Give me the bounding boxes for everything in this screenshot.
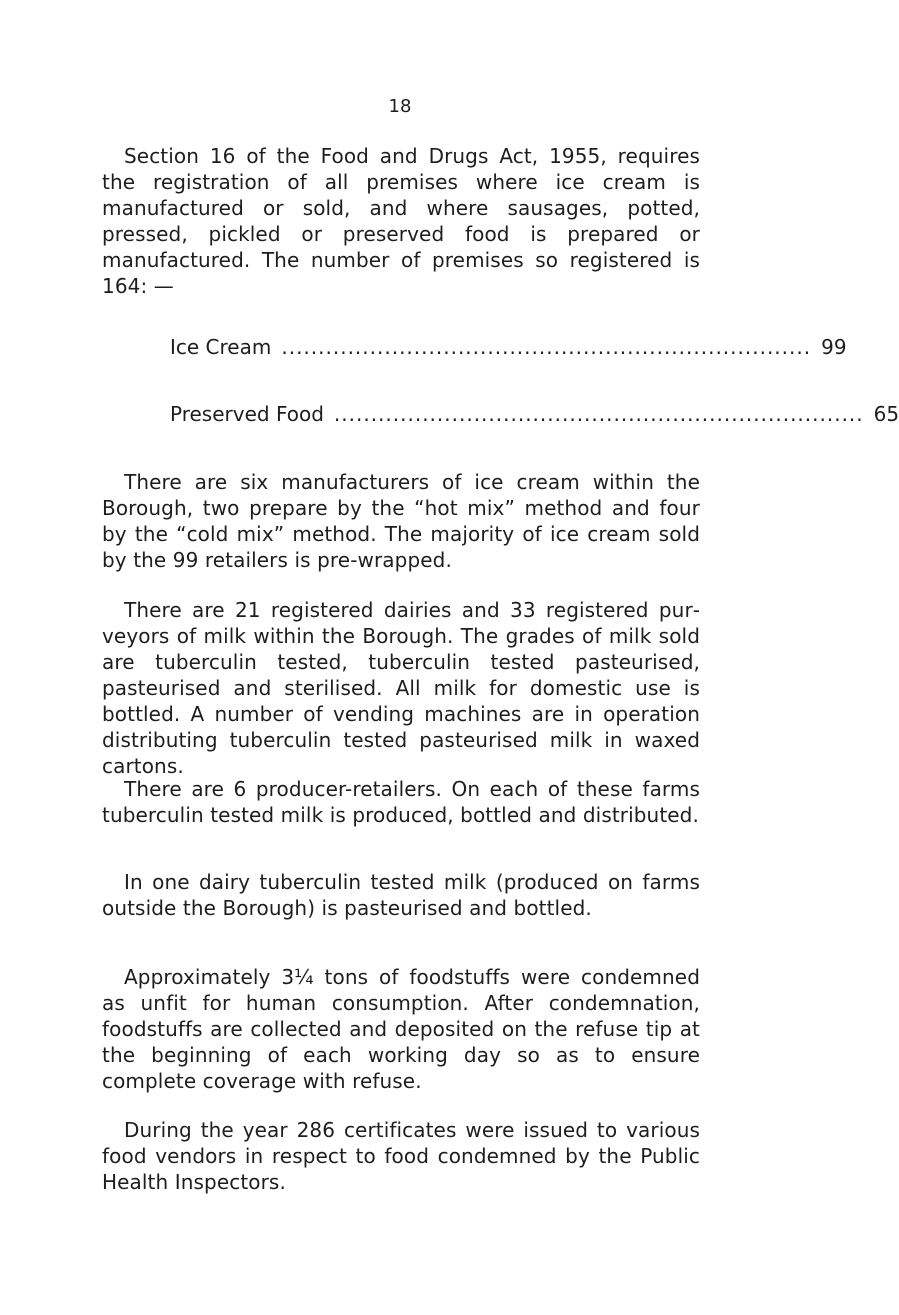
paragraph-pasteurised: In one dairy tuberculin tested milk (produced on farms outside the Borough) is pasteurised and bottled. <box>102 870 700 920</box>
registered-item-label: Preserved Food <box>170 402 324 426</box>
paragraph-producer-retailers: There are 6 producer-retailers. On each of these farms tuberculin tested milk is produced, bottled and distributed. <box>102 777 700 827</box>
paragraph-dairies: There are 21 registered dairies and 33 registered purveyors of milk within the Borough. The grades of milk sold are tuberculin tested, tuberculin tested pasteurised, pasteurised and sterilised. All milk for domestic use is bottled. A number of vending machines are in operation distributing tuberculin tested pasteurised milk in waxed cartons. <box>102 598 700 778</box>
page-number: 18 <box>388 96 412 117</box>
paragraph-certificates: During the year 286 certificates were issued to various food vendors in respect to food condemned by the Public Health Inspectors. <box>102 1118 700 1194</box>
dot-leader: ........................................................................ <box>281 335 812 359</box>
paragraph-condemned-foodstuffs: Approximately 3¼ tons of foodstuffs were condemned as unfit for human consumption. After condemnation, foodstuffs are collected and deposited on the refuse tip at the beginning of each working day so as to ensure complete coverage with refuse. <box>102 965 700 1093</box>
registered-item-ice-cream <box>170 334 847 360</box>
registered-item-value: 65 <box>873 402 899 426</box>
registered-item-preserved-food <box>170 401 899 427</box>
dot-leader: ........................................................................ <box>333 402 864 426</box>
paragraph-ice-cream-manufacturers: There are six manufacturers of ice cream within the Borough, two prepare by the “hot mix” method and four by the “cold mix” method. The majority of ice cream sold by the 99 retailers is pre-wrapped. <box>102 470 700 572</box>
registered-item-value: 99 <box>821 335 847 359</box>
registered-item-label: Ice Cream <box>170 335 272 359</box>
paragraph-registration: Section 16 of the Food and Drugs Act, 1955, requires the registration of all premises where ice cream is manufactured or sold, and where sausages, potted, pressed, pickled or preserved food is prepared or manufactured. The number of premises so registered is 164: — <box>102 144 700 298</box>
